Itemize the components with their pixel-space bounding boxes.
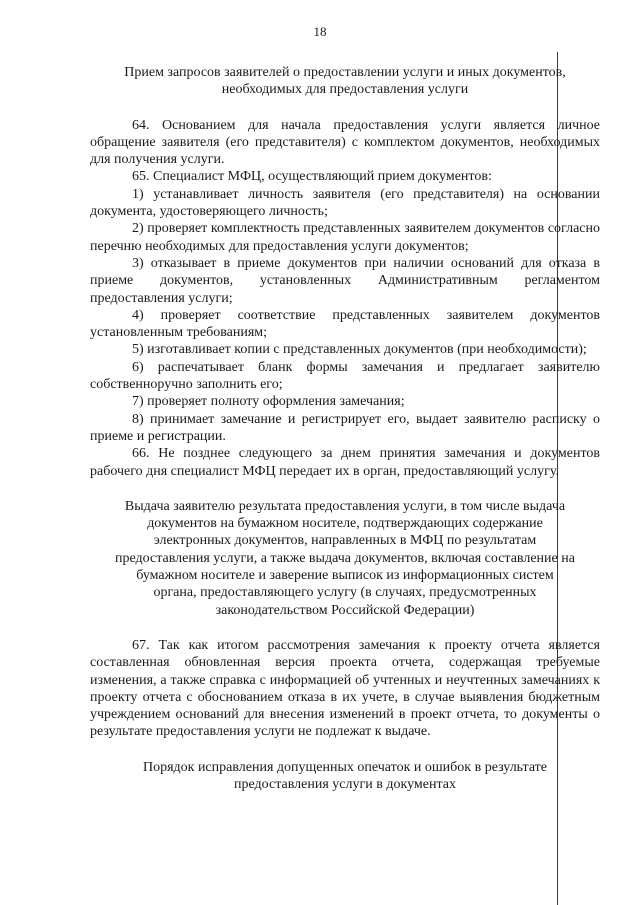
section-heading-corrections (90, 759, 600, 794)
paragraph-64: 64. Основанием для начала предоставления услуги является личное обращение заявителя (его представителя) с комплектом документов, необходимых для получения услуги. (90, 117, 600, 168)
list-item: 4) проверяет соответствие представленных заявителем документов установленным требованиям; (90, 307, 600, 341)
heading-line: документов на бумажном носителе, подтверждающих содержание (147, 516, 543, 532)
heading-line: органа, предоставляющего услугу (в случаях, предусмотренных (153, 585, 537, 601)
heading-line: предоставления услуги, а также выдача документов, включая составление на (115, 550, 575, 566)
heading-line: бумажном носителе и заверение выписок из информационных систем (136, 568, 554, 584)
heading-line: Порядок исправления допущенных опечаток и ошибок в результате (142, 759, 548, 775)
heading-line: необходимых для предоставления услуги (221, 82, 469, 98)
list-item: 1) устанавливает личность заявителя (его представителя) на основании документа, удостоверяющего личность; (90, 186, 600, 220)
paragraph-65: 65. Специалист МФЦ, осуществляющий прием документов: (132, 169, 492, 185)
heading-line: законодательством Российской Федерации) (215, 602, 475, 618)
paragraph-67: 67. Так как итогом рассмотрения замечания к проекту отчета является составленная обновленная версия проекта отчета, содержащая требуемые изменения, а также справка с информацией об учтенных и неучтенных замечаниях к проекту отчета с обоснованием отказа в их учете, в случае выявления бюджетным учреждением оснований для внесения изменений в проект отчета, то документы о результате предоставления услуги не подлежат к выдаче. (90, 637, 600, 740)
document-body (90, 64, 600, 793)
section-heading-requests (90, 64, 600, 99)
section-heading-issuance (90, 498, 600, 619)
page-number: 18 (313, 24, 327, 39)
paragraph-66: 66. Не позднее следующего за днем принятия замечания и документов рабочего дня специалист МФЦ передает их в орган, предоставляющий услугу. (90, 446, 600, 479)
list-item: 3) отказывает в приеме документов при наличии оснований для отказа в приеме документов, установленных Административным регламентом предоставления услуги; (90, 255, 600, 306)
list-item: 7) проверяет полноту оформления замечания; (132, 394, 405, 410)
heading-line: Прием запросов заявителей о предоставлении услуги и иных документов, (124, 65, 566, 80)
heading-line: предоставления услуги в документах (234, 776, 456, 792)
heading-line: Выдача заявителю результата предоставления услуги, в том числе выдача (124, 498, 566, 514)
list-item: 2) проверяет комплектность представленных заявителем документов согласно перечню необходимых для предоставления услуги документов; (90, 221, 600, 254)
list-item: 6) распечатывает бланк формы замечания и предлагает заявителю собственноручно заполнить его; (90, 359, 600, 393)
heading-line: электронных документов, направленных в МФЦ по результатам (153, 533, 537, 549)
list-item: 5) изготавливает копии с представленных документов (при необходимости); (132, 342, 587, 358)
list-item: 8) принимает замечание и регистрирует его, выдает заявителю расписку о приеме и регистрации. (90, 411, 600, 444)
